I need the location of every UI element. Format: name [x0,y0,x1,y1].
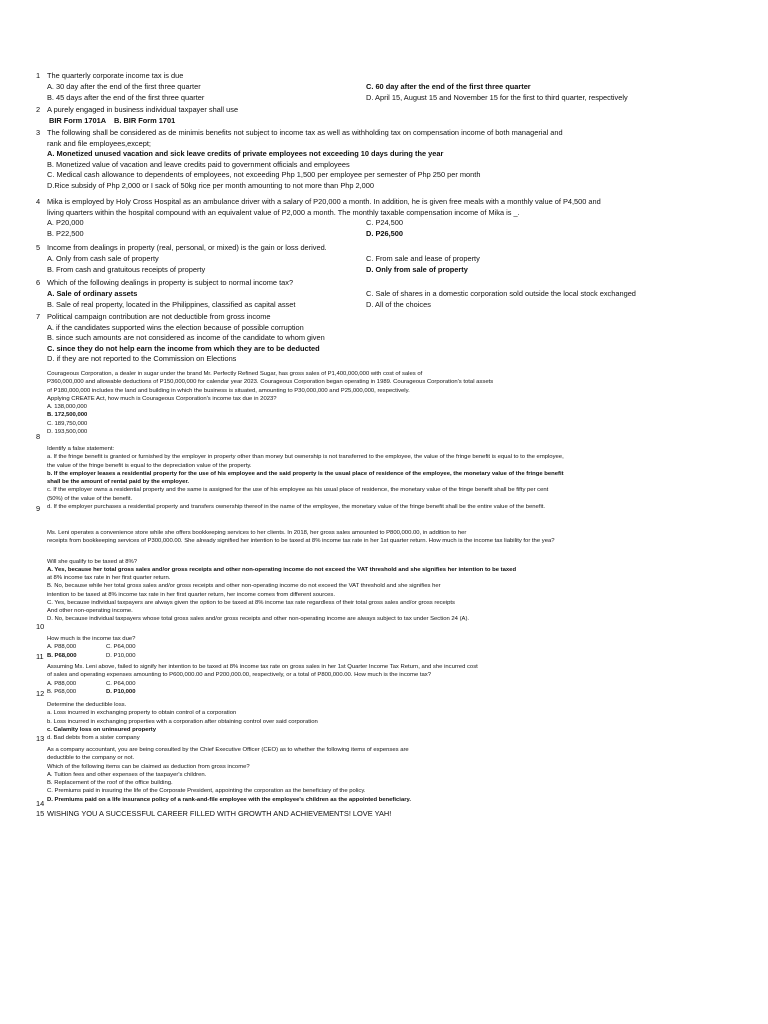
question-stem: How much is the income tax due? [47,636,136,642]
question-stem-cont: Applying CREATE Act, how much is Courageous Corporation's income tax due in 2023? [47,395,277,402]
question-number: 3 [36,128,41,137]
choice-c: c. If the employer owns a residential property and the same is assigned for the use of his employee as his usual place of residence, the monetary value of the fringe benefit shall be fifty per cent [47,487,549,494]
question-number: 11 [36,652,44,661]
choice-c: C. Yes, because individual taxpayers are always given the option to be taxed at 8% income tax rate regardless of their total gross sales and/or gross receipts [47,599,455,606]
question-stem: The quarterly corporate income tax is due [47,71,184,80]
question-stem-cont: P360,000,000 and allowable deductions of P150,000,000 for calendar year 2023. Courageous Corporation began operating in 1989. Courageous Corporation's total assets [47,379,494,386]
question-stem-cont: of sales and operating expenses amounting to P600,000.00 and P200,000.00, respectively, or a total of P800,000.00. How much is the income tax? [47,672,432,679]
question-number: 13 [36,734,45,743]
choice-c: C. P24,500 [366,218,403,228]
question-stem: A purely engaged in business individual taxpayer shall use [47,105,239,114]
choice-d: D. Only from sale of property [366,264,468,274]
choice-b: b. If the employer leases a residential property for the use of his employee and the said property is the usual place of residence of the employee, the monetary value of the fringe benefit [47,470,564,477]
choice-b-cont: shall be the amount of rental paid by the employer. [47,479,190,486]
question-number: 5 [36,243,41,252]
question-number: 6 [36,278,41,287]
choice-d: D.Rice subsidy of Php 2,000 or I sack of 50kg rice per month amounting to not more than Php 2,000 [47,180,375,190]
choice-d: d. If the employer purchases a residential property and transfers ownership thereof in the name of the employee, the monetary value of the fringe benefit shall be the entire value of the benefit. [47,503,546,510]
choice-c: C. 60 day after the end of the first three quarter [366,81,531,91]
choice-b: B. Sale of real property, located in the Philippines, classified as capital asset [47,299,296,309]
choice-d: D. Premiums paid on a life insurance policy of a rank-and-file employee with the employee's children as the appointed beneficiary. [47,796,411,803]
question-stem-cont: living quarters within the hospital compound with an equivalent value of P2,000 a month. The monthly taxable compensation income of Mika is _. [47,207,520,217]
choice-a: a. If the fringe benefit is granted or furnished by the employer in property other than money but ownership is not transferred to the employee, the value of the fringe benefit is equal to to the employee, [47,454,564,461]
question-number: 8 [36,432,41,441]
choice-d: D. P10,000 [106,652,136,659]
question-stem: Which of the following dealings in property is subject to normal income tax? [47,278,294,287]
choice-a: A. 30 day after the end of the first three quarter [47,81,201,91]
choice-a: a. Loss incurred in exchanging property to obtain control of a corporation [47,710,237,717]
choice-c: C. Medical cash allowance to dependents of employees, not exceeding Php 1,500 per employee per semester of Php 250 per month [47,170,481,180]
closing-text: WISHING YOU A SUCCESSFUL CAREER FILLED WITH GROWTH AND ACHIEVEMENTS! LOVE YAH! [47,809,392,818]
question-stem: Mika is employed by Holy Cross Hospital as an ambulance driver with a salary of P20,000 a month. In addition, he is given free meals with a monthly value of P4,500 and [47,197,601,206]
choice-d: D. 193,500,000 [47,428,88,435]
question-stem-cont: Which of the following items can be claimed as deduction from gross income? [47,763,250,770]
choice-d: D. P10,000 [106,688,136,695]
choice-b: B. From cash and gratuitous receipts of property [47,264,206,274]
choice-a: A. Monetized unused vacation and sick leave credits of private employees not exceeding 10 days during the year [47,149,444,159]
choice-c-cont: (50%) of the value of the benefit. [47,495,133,502]
question-number: 9 [36,504,41,513]
choice-a: A. P20,000 [47,218,84,228]
question-stem-cont: deductible to the company or not. [47,755,135,762]
choice-a-cont: the value of the fringe benefit is equal to the depreciation value of the property. [47,462,252,469]
question-stem: Courageous Corporation, a dealer in sugar under the brand Mr. Perfectly Refined Sugar, has gross sales of P1,400,000,000 with cost of sales of [47,371,423,377]
choice-c: C. P64,000 [106,680,136,687]
question-stem-cont: rank and file employees,except; [47,138,151,148]
choice-a: A. P88,000 [47,644,77,651]
choice-b: B. 172,500,000 [47,412,88,419]
choice-c-cont: And other non-operating income. [47,608,133,615]
choice-a: A. P88,000 [47,680,77,687]
question-number: 7 [36,312,41,321]
question-stem: Identify a false statement: [47,446,115,452]
choice-d: D. P26,500 [366,229,403,239]
question-stem: Assuming Ms. Leni above, failed to signify her intention to be taxed at 8% income tax rate on gross sales in her 1st Quarter Income Tax Return, and she incurred cost [47,664,478,670]
choice-d: D. if they are not reported to the Commission on Elections [47,354,237,364]
choice-b: B. since such amounts are not considered as income of the candidate to whom given [47,333,325,343]
choice-b: B. P68,000 [47,688,77,695]
question-stem: Will she qualify to be taxed at 8%? [47,558,138,565]
question-stem: The following shall be considered as de minimis benefits not subject to income tax as well as withholding tax on compensation income of both managerial and [47,128,563,137]
choice-d: D. All of the choices [366,299,431,309]
question-number: 14 [36,799,45,808]
question-number: 4 [36,197,41,206]
choice-b: B. No, because while her total gross sales and/or gross receipts and other non-operating income do not exceed the VAT threshold and she signifies her [47,583,441,590]
choice-a: A. 138,000,000 [47,404,87,411]
choice-b: B. P68,000 [47,652,77,659]
choice-d: d. Bad debts from a sister company [47,735,140,742]
question-number: 12 [36,689,45,698]
question-stem: As a company accountant, you are being consulted by the Chief Executive Officer (CEO) as to whether the following items of expenses are [47,747,409,753]
choice-c: C. since they do not help earn the income from which they are to be deducted [47,343,320,353]
choice-c: C. P64,000 [106,644,136,651]
choice-c: C. 189,750,000 [47,420,88,427]
question-stem: Income from dealings in property (real, personal, or mixed) is the gain or loss derived. [47,243,327,252]
question-stem-cont: of P180,000,000 includes the land and building in which the business is situated, amounting to P30,000,000 and P25,000,000, respectively. [47,387,410,394]
choice-c: C. From sale and lease of property [366,253,480,263]
choice-b: B. 45 days after the end of the first three quarter [47,92,205,102]
choice-b: b. Loss incurred in exchanging properties with a corporation after obtaining control over said corporation [47,718,318,725]
choice-a: A. Only from cash sale of property [47,253,159,263]
choice-a: A. Yes, because her total gross sales and/or gross receipts and other non-operating income do not exceed the VAT threshold and she signifies her intention to be taxed [47,566,517,573]
choice-a-cont: at 8% income tax rate in her first quarter return. [47,575,171,582]
answer-line: BIR Form 1701A B. BIR Form 1701 [49,115,176,125]
choice-a: A. if the candidates supported wins the election because of possible corruption [47,322,304,332]
choice-c: C. Premiums paid in insuring the life of the Corporate President, appointing the corporation as the beneficiary of the policy. [47,788,366,795]
choice-b: B. Monetized value of vacation and leave credits paid to government officials and employees [47,159,350,169]
case-paragraph-cont: receipts from bookkeeping services of P300,000.00. She already signified her intention to be taxed at 8% income tax rate in her 1st quarter return. How much is the income tax liability for the yea? [47,538,555,545]
choice-d: D. No, because individual taxpayers whose total gross sales and/or gross receipts and other non-operating income are always subject to tax under Section 24 (A). [47,616,470,623]
question-number: 10 [36,622,45,631]
choice-d: D. April 15, August 15 and November 15 for the first to third quarter, respectively [366,92,628,102]
choice-b-cont: intention to be taxed at 8% income tax rate in her first quarter return, her income comes from different sources. [47,591,336,598]
choice-a: A. Sale of ordinary assets [47,288,138,298]
question-stem: Determine the deductible loss. [47,702,127,708]
question-stem: Political campaign contribution are not deductible from gross income [47,312,271,321]
question-number: 2 [36,105,41,114]
case-paragraph: Ms. Leni operates a convenience store while she offers bookkeeping services to her clients. In 2018, her gross sales amounted to P800,000.00, in addition to her [47,530,467,536]
choice-c: c. Calamity loss on uninsured property [47,726,156,733]
question-number: 1 [36,71,41,80]
choice-b: B. Replacement of the roof of the office building. [47,780,173,787]
choice-a: A. Tuition fees and other expenses of the taxpayer's children. [47,771,207,778]
question-number: 15 [36,809,45,818]
choice-c: C. Sale of shares in a domestic corporation sold outside the local stock exchanged [366,288,636,298]
choice-b: B. P22,500 [47,229,84,239]
